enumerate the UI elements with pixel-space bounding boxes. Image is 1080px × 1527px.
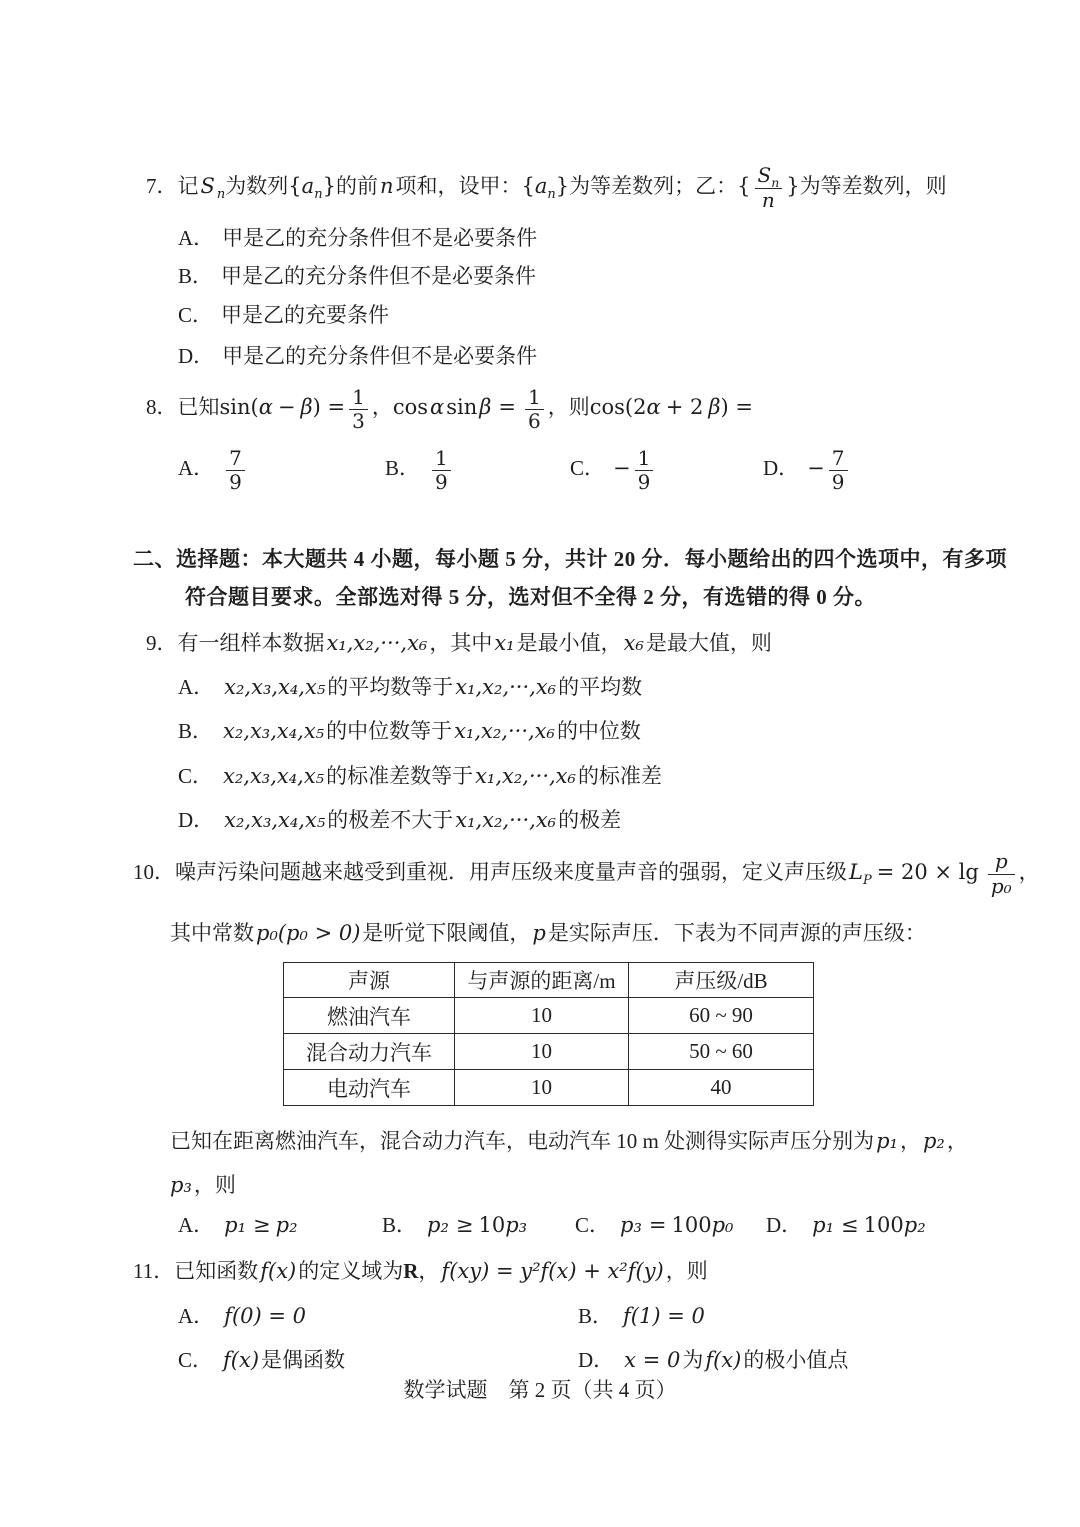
q7-option-b [178, 263, 536, 289]
math-var: β [300, 395, 313, 419]
question-number: 11． [133, 1259, 175, 1283]
math-op: = 20 × lg [876, 860, 979, 884]
math-var: p₂ [922, 1129, 945, 1153]
math-var: α [430, 395, 445, 419]
math-var: p [532, 921, 546, 945]
relation-sign: ≥ [455, 1213, 474, 1237]
text-run: ，则 [193, 1173, 236, 1197]
brace-close: } [322, 174, 336, 198]
text-run: 是最大值，则 [645, 631, 772, 655]
option-text: 是偶函数 [261, 1348, 346, 1372]
math-var: β [708, 395, 721, 419]
table-cell: 50 ~ 60 [629, 1034, 814, 1070]
question-9-stem [146, 630, 772, 656]
text-run: 是实际声压．下表为不同声源的声压级： [547, 921, 926, 945]
fraction-sn-over-n [755, 164, 783, 212]
text-run: 的前 [335, 174, 378, 198]
math-op: cos [392, 395, 429, 419]
question-10-stem-line3 [170, 1128, 968, 1154]
option-text: 甲是乙的充分条件但不是必要条件 [222, 344, 538, 368]
math-list: x₂,x₃,x₄,x₅ [223, 719, 325, 743]
math-var: p₃ [505, 1213, 528, 1237]
text-run: 的定义域为 [298, 1259, 404, 1283]
math-expr: p₀(p₀ > 0) [256, 921, 361, 945]
text-run: 为等差数列，则 [799, 174, 947, 198]
fraction-numerator: 7 [229, 446, 242, 471]
option-label: A． [178, 1304, 215, 1328]
math-var: L [849, 860, 863, 884]
section-2-header-line2 [185, 584, 876, 610]
math-var: p₂ [427, 1213, 449, 1237]
table-cell: 40 [629, 1070, 814, 1106]
text-run: 是听觉下限阈值， [362, 921, 531, 945]
text-run: 项和，设甲： [395, 174, 522, 198]
relation-sign: = [648, 1213, 667, 1237]
math-var: S [757, 163, 772, 188]
table-row [284, 998, 814, 1034]
math-var: n [761, 187, 775, 212]
relation-sign: ≤ [841, 1213, 859, 1237]
fraction-denominator: 3 [349, 409, 368, 432]
brace-close: } [786, 174, 800, 198]
option-text: 的中位数 [556, 719, 641, 743]
option-label: B． [178, 264, 214, 288]
text-run: 其中常数 [170, 921, 254, 945]
math-expr: x = 0 [624, 1348, 681, 1372]
option-label: C． [178, 1348, 214, 1372]
option-label: A． [178, 1213, 215, 1237]
footer-text: 数学试题 第 2 页（共 4 页） [403, 1378, 677, 1402]
fraction-denominator: 9 [829, 470, 848, 493]
math-op: cos(2 [589, 395, 647, 419]
page-footer [0, 1377, 1080, 1403]
q11-option-b [578, 1303, 707, 1329]
fraction-1-3 [349, 386, 368, 432]
text-run: 已知 [177, 395, 220, 419]
sign: − [613, 456, 631, 480]
table-row [284, 1070, 814, 1106]
section-2-header-line1 [133, 546, 1007, 572]
text-run: 为数列 [225, 174, 289, 198]
text-run: ，则 [665, 1259, 708, 1283]
coefficient: 100 [863, 1213, 904, 1237]
math-sub: n [216, 187, 226, 203]
q8-option-c [570, 440, 657, 496]
math-sub: n [547, 187, 556, 203]
math-expr: f(x) [260, 1259, 297, 1283]
q11-option-a [178, 1303, 308, 1329]
coefficient: 10 [478, 1213, 506, 1237]
question-number: 10． [133, 860, 175, 884]
math-list: x₁,x₂,···,x₆ [455, 675, 557, 699]
question-10-stem-line1 [133, 840, 1040, 904]
text-run: 噪声污染问题越来越受到重视．用声压级来度量声音的强弱，定义声压级 [175, 860, 847, 884]
table-cell: 10 [455, 1034, 629, 1070]
question-number: 7． [146, 174, 178, 198]
q8-option-b [385, 440, 455, 496]
table-header-cell: 与声源的距离/m [455, 963, 629, 998]
option-label: B． [178, 719, 214, 743]
text-run: ， [946, 1129, 968, 1153]
option-label: A． [178, 675, 215, 699]
fraction-numerator [988, 850, 1015, 873]
option-text: 甲是乙的充要条件 [221, 303, 390, 327]
math-var: n [379, 174, 394, 198]
math-list: x₁,x₂,···,x₆ [475, 764, 576, 788]
text-run: ，其中 [429, 631, 493, 655]
option-text: 的中位数等于 [326, 719, 453, 743]
text-run: ， [418, 1259, 440, 1283]
fraction [432, 447, 451, 493]
math-op: ) = [720, 395, 753, 419]
math-var: p₁ [812, 1213, 835, 1237]
question-11-stem [133, 1258, 708, 1284]
brace-open: { [737, 174, 751, 198]
fraction-numerator: 1 [637, 446, 651, 471]
q10-option-c [575, 1212, 735, 1238]
relation-sign: ≥ [253, 1213, 271, 1237]
fraction [829, 447, 848, 493]
math-list: x₂,x₃,x₄,x₅ [224, 675, 326, 699]
table-cell: 10 [455, 998, 629, 1034]
option-text: 的标准差数等于 [326, 764, 474, 788]
option-text: 的平均数等于 [327, 675, 454, 699]
sign: − [807, 456, 825, 480]
math-var: x₁ [494, 631, 515, 655]
fraction-denominator: 9 [432, 470, 451, 493]
table-row [284, 1034, 814, 1070]
text-run: 已知在距离燃油汽车，混合动力汽车，电动汽车 10 m 处测得实际声压分别为 [170, 1129, 875, 1153]
math-var: S [200, 174, 215, 198]
text-run: ， [371, 395, 393, 419]
text-run: 已知函数 [174, 1259, 259, 1283]
option-label: D． [178, 344, 215, 368]
question-number: 8． [146, 395, 178, 419]
math-var: p₃ [620, 1213, 642, 1237]
math-var: a [301, 174, 315, 198]
math-var: α [258, 395, 273, 419]
option-label: A． [178, 456, 215, 480]
math-var: β [479, 395, 492, 419]
math-list: x₂,x₃,x₄,x₅ [223, 764, 325, 788]
table-cell: 60 ~ 90 [629, 998, 814, 1034]
fraction [226, 447, 245, 493]
q7-option-a [178, 225, 537, 251]
fraction-numerator: 7 [831, 446, 845, 471]
q9-option-c [178, 763, 662, 789]
fraction-denominator: 9 [226, 470, 245, 493]
q9-option-d [178, 807, 621, 833]
table-header-cell: 声压级/dB [629, 963, 814, 998]
fraction-numerator [755, 163, 783, 191]
fraction-denominator [755, 188, 783, 212]
math-var: p₁ [876, 1129, 898, 1153]
fraction-numerator: 1 [352, 385, 365, 410]
option-label: D． [178, 808, 215, 832]
brace-open: { [288, 174, 302, 198]
fraction-p-over-p0 [988, 850, 1015, 898]
math-var: p₂ [275, 1213, 298, 1237]
section-text: 二、选择题：本大题共 4 小题，每小题 5 分，共计 20 分．每小题给出的四个选项中，有多项 [133, 547, 1007, 571]
question-number: 9． [146, 631, 178, 655]
option-label: D． [766, 1213, 803, 1237]
option-label: C． [178, 764, 214, 788]
option-label: C． [570, 456, 606, 480]
math-var: x₆ [623, 631, 644, 655]
plus-sign: + 2 [665, 395, 704, 419]
fraction-numerator: 1 [528, 385, 541, 410]
math-op: ) = [312, 395, 346, 419]
fraction-1-6 [525, 386, 544, 432]
math-sub: P [862, 873, 872, 889]
text-run: ， [899, 1129, 921, 1153]
math-sub: n [314, 187, 323, 203]
option-label: A． [178, 226, 215, 250]
option-label: B． [578, 1304, 614, 1328]
q8-option-a [178, 440, 249, 496]
equals-sign: = [498, 395, 517, 419]
minus-sign: − [277, 395, 296, 419]
math-list: x₁,x₂,···,x₆ [454, 719, 555, 743]
question-10-stem-line2 [170, 920, 926, 946]
option-label: D． [763, 456, 800, 480]
option-label: C． [178, 303, 214, 327]
math-expr: f(1) = 0 [623, 1304, 705, 1328]
q7-option-c [178, 302, 389, 328]
q10-option-a [178, 1212, 300, 1238]
math-list: x₂,x₃,x₄,x₅ [224, 808, 326, 832]
table-cell: 电动汽车 [284, 1070, 455, 1106]
math-var: p₀ [711, 1213, 734, 1237]
fraction-denominator: 6 [525, 409, 544, 432]
option-text: 的极差不大于 [327, 808, 454, 832]
text-run: 有一组样本数据 [177, 631, 325, 655]
math-var: p₃ [170, 1173, 192, 1197]
text-run: ，则 [547, 395, 590, 419]
table-cell: 燃油汽车 [284, 998, 455, 1034]
text-run: 是最小值， [516, 631, 622, 655]
question-10-stem-line4 [170, 1172, 236, 1198]
fraction-denominator: 9 [635, 470, 654, 493]
table-header-row [284, 963, 814, 998]
fraction [635, 447, 654, 493]
q9-option-b [178, 718, 641, 744]
math-var: p₁ [224, 1213, 247, 1237]
q10-option-b [382, 1212, 529, 1238]
option-label: C． [575, 1213, 611, 1237]
math-var: α [646, 395, 661, 419]
option-text: 甲是乙的充分条件但不是必要条件 [221, 264, 537, 288]
section-text: 符合题目要求。全部选对得 5 分，选对但不全得 2 分，有选错的得 0 分。 [185, 585, 876, 609]
table-cell: 混合动力汽车 [284, 1034, 455, 1070]
math-op: sin [446, 395, 478, 419]
math-op: sin( [219, 395, 259, 419]
option-text: 的平均数 [558, 675, 643, 699]
brace-open: { [521, 174, 535, 198]
math-expr: f(x) [705, 1348, 742, 1372]
q8-option-d [763, 440, 852, 496]
table-cell: 10 [455, 1070, 629, 1106]
math-var: a [534, 174, 548, 198]
text-run: 记 [177, 174, 199, 198]
option-label: D． [578, 1348, 615, 1372]
math-expr: f(xy) = y²f(x) + x²f(y) [441, 1259, 664, 1283]
sound-pressure-table [283, 962, 814, 1106]
q9-option-a [178, 674, 642, 700]
fraction-denominator [988, 874, 1015, 898]
question-8-stem [146, 375, 753, 439]
q11-option-c [178, 1347, 345, 1373]
text-run: ， [1018, 860, 1040, 884]
option-label: B． [385, 456, 421, 480]
question-7-stem [146, 154, 947, 218]
math-var: p₂ [903, 1213, 926, 1237]
math-expr: f(x) [223, 1348, 260, 1372]
option-label: B． [382, 1213, 418, 1237]
q11-option-d [578, 1347, 848, 1373]
math-sub: n [771, 175, 780, 191]
option-text: 为 [682, 1348, 704, 1372]
math-var: p₀ [990, 873, 1012, 898]
table-header-cell: 声源 [284, 963, 455, 998]
q7-option-d [178, 343, 537, 369]
brace-close: } [555, 174, 570, 198]
math-var: p [994, 849, 1008, 874]
math-list: x₁,x₂,···,x₆ [326, 631, 428, 655]
set-R-symbol: R [403, 1259, 419, 1283]
q10-option-d [766, 1212, 928, 1238]
option-text: 的极小值点 [743, 1348, 849, 1372]
option-text: 甲是乙的充分条件但不是必要条件 [222, 226, 538, 250]
fraction-numerator: 1 [435, 446, 448, 471]
text-run: 为等差数列；乙： [569, 174, 738, 198]
coefficient: 100 [671, 1213, 712, 1237]
option-text: 的标准差 [577, 764, 662, 788]
math-list: x₁,x₂,···,x₆ [455, 808, 557, 832]
math-expr: f(0) = 0 [224, 1304, 306, 1328]
option-text: 的极差 [558, 808, 622, 832]
